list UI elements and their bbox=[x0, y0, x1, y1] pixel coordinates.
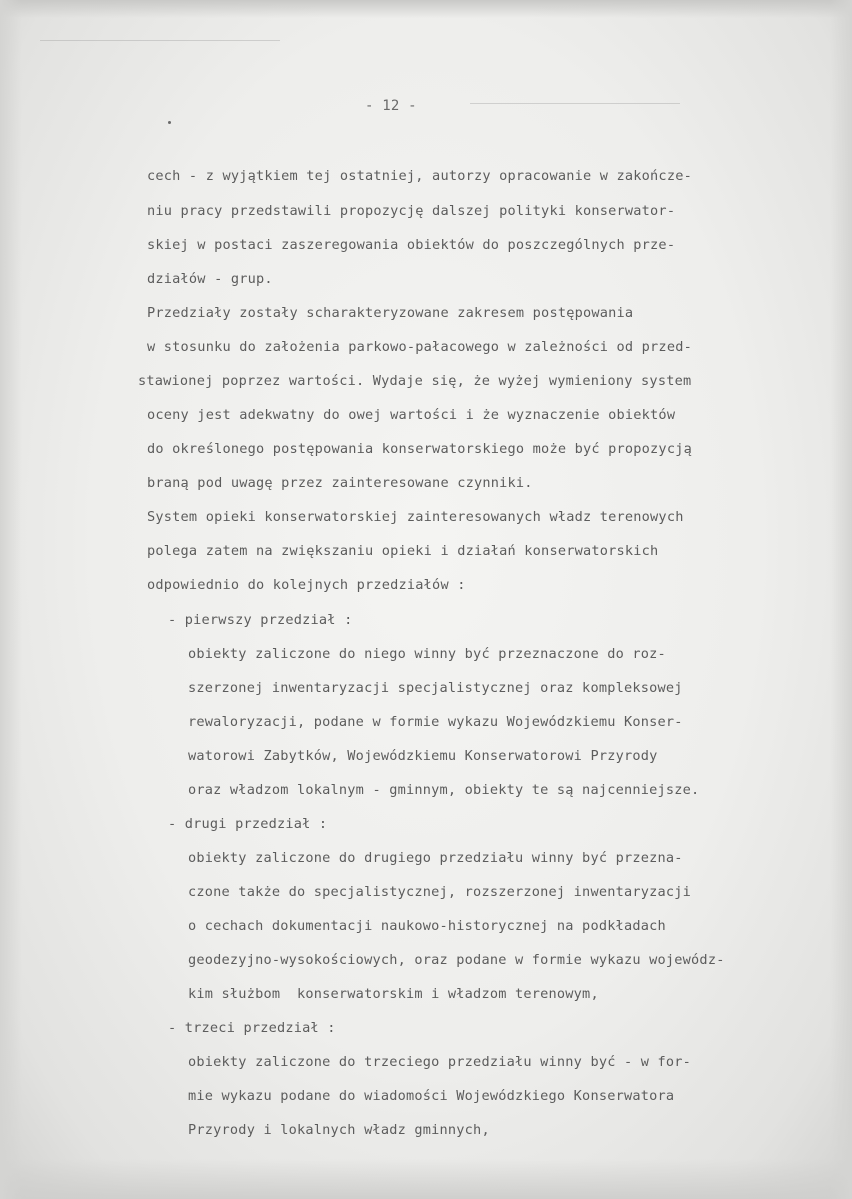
list-heading: - pierwszy przedział : bbox=[168, 612, 353, 628]
margin-dot bbox=[168, 121, 171, 124]
text-line: cech - z wyjątkiem tej ostatniej, autorzy opracowanie w zakończe- bbox=[147, 168, 692, 184]
text-line: Przyrody i lokalnych władz gminnych, bbox=[188, 1122, 490, 1138]
text-line: oceny jest adekwatny do owej wartości i że wyznaczenie obiektów bbox=[147, 407, 676, 423]
text-line: kim służbom konserwatorskim i władzom terenowym, bbox=[188, 986, 599, 1002]
text-line: czone także do specjalistycznej, rozszerzonej inwentaryzacji bbox=[188, 884, 692, 900]
text-line: geodezyjno-wysokościowych, oraz podane w formie wykazu wojewódz- bbox=[188, 952, 725, 968]
text-line: polega zatem na zwiększaniu opieki i działań konserwatorskich bbox=[147, 543, 659, 559]
text-line: do określonego postępowania konserwatorskiego może być propozycją bbox=[147, 441, 692, 457]
text-line: obiekty zaliczone do trzeciego przedziału winny być - w for- bbox=[188, 1054, 692, 1070]
text-line: watorowi Zabytków, Wojewódzkiemu Konserwatorowi Przyrody bbox=[188, 748, 658, 764]
scan-edge-bottom bbox=[0, 1159, 852, 1199]
text-line: działów - grup. bbox=[147, 271, 273, 287]
text-line: szerzonej inwentaryzacji specjalistycznej oraz kompleksowej bbox=[188, 680, 683, 696]
text-line: w stosunku do założenia parkowo-pałacowego w zależności od przed- bbox=[147, 339, 692, 355]
text-line: niu pracy przedstawili propozycję dalszej polityki konserwator- bbox=[147, 203, 676, 219]
scan-edge-right bbox=[830, 0, 852, 1199]
text-line: oraz władzom lokalnym - gminnym, obiekty te są najcenniejsze. bbox=[188, 782, 700, 798]
text-line: o cechach dokumentacji naukowo-historycznej na podkładach bbox=[188, 918, 666, 934]
text-line: obiekty zaliczone do drugiego przedziału winny być przezna- bbox=[188, 850, 683, 866]
text-line: Przedziały zostały scharakteryzowane zakresem postępowania bbox=[147, 305, 634, 321]
text-line: stawionej poprzez wartości. Wydaje się, że wyżej wymieniony system bbox=[138, 373, 692, 389]
text-line: odpowiednio do kolejnych przedziałów : bbox=[147, 577, 466, 593]
list-heading: - trzeci przedział : bbox=[168, 1020, 336, 1036]
page-number: - 12 - bbox=[365, 98, 417, 114]
text-line: obiekty zaliczone do niego winny być przeznaczone do roz- bbox=[188, 646, 666, 662]
scan-artifact-line bbox=[40, 40, 280, 41]
text-line: System opieki konserwatorskiej zainteresowanych władz terenowych bbox=[147, 509, 684, 525]
list-heading: - drugi przedział : bbox=[168, 816, 328, 832]
text-line: mie wykazu podane do wiadomości Wojewódzkiego Konserwatora bbox=[188, 1088, 675, 1104]
scan-edge-left bbox=[0, 0, 22, 1199]
text-line: skiej w postaci zaszeregowania obiektów do poszczególnych prze- bbox=[147, 237, 676, 253]
scan-artifact-line bbox=[470, 103, 680, 104]
scan-edge-top bbox=[0, 0, 852, 18]
text-line: braną pod uwagę przez zainteresowane czynniki. bbox=[147, 475, 533, 491]
text-line: rewaloryzacji, podane w formie wykazu Wojewódzkiemu Konser- bbox=[188, 714, 683, 730]
